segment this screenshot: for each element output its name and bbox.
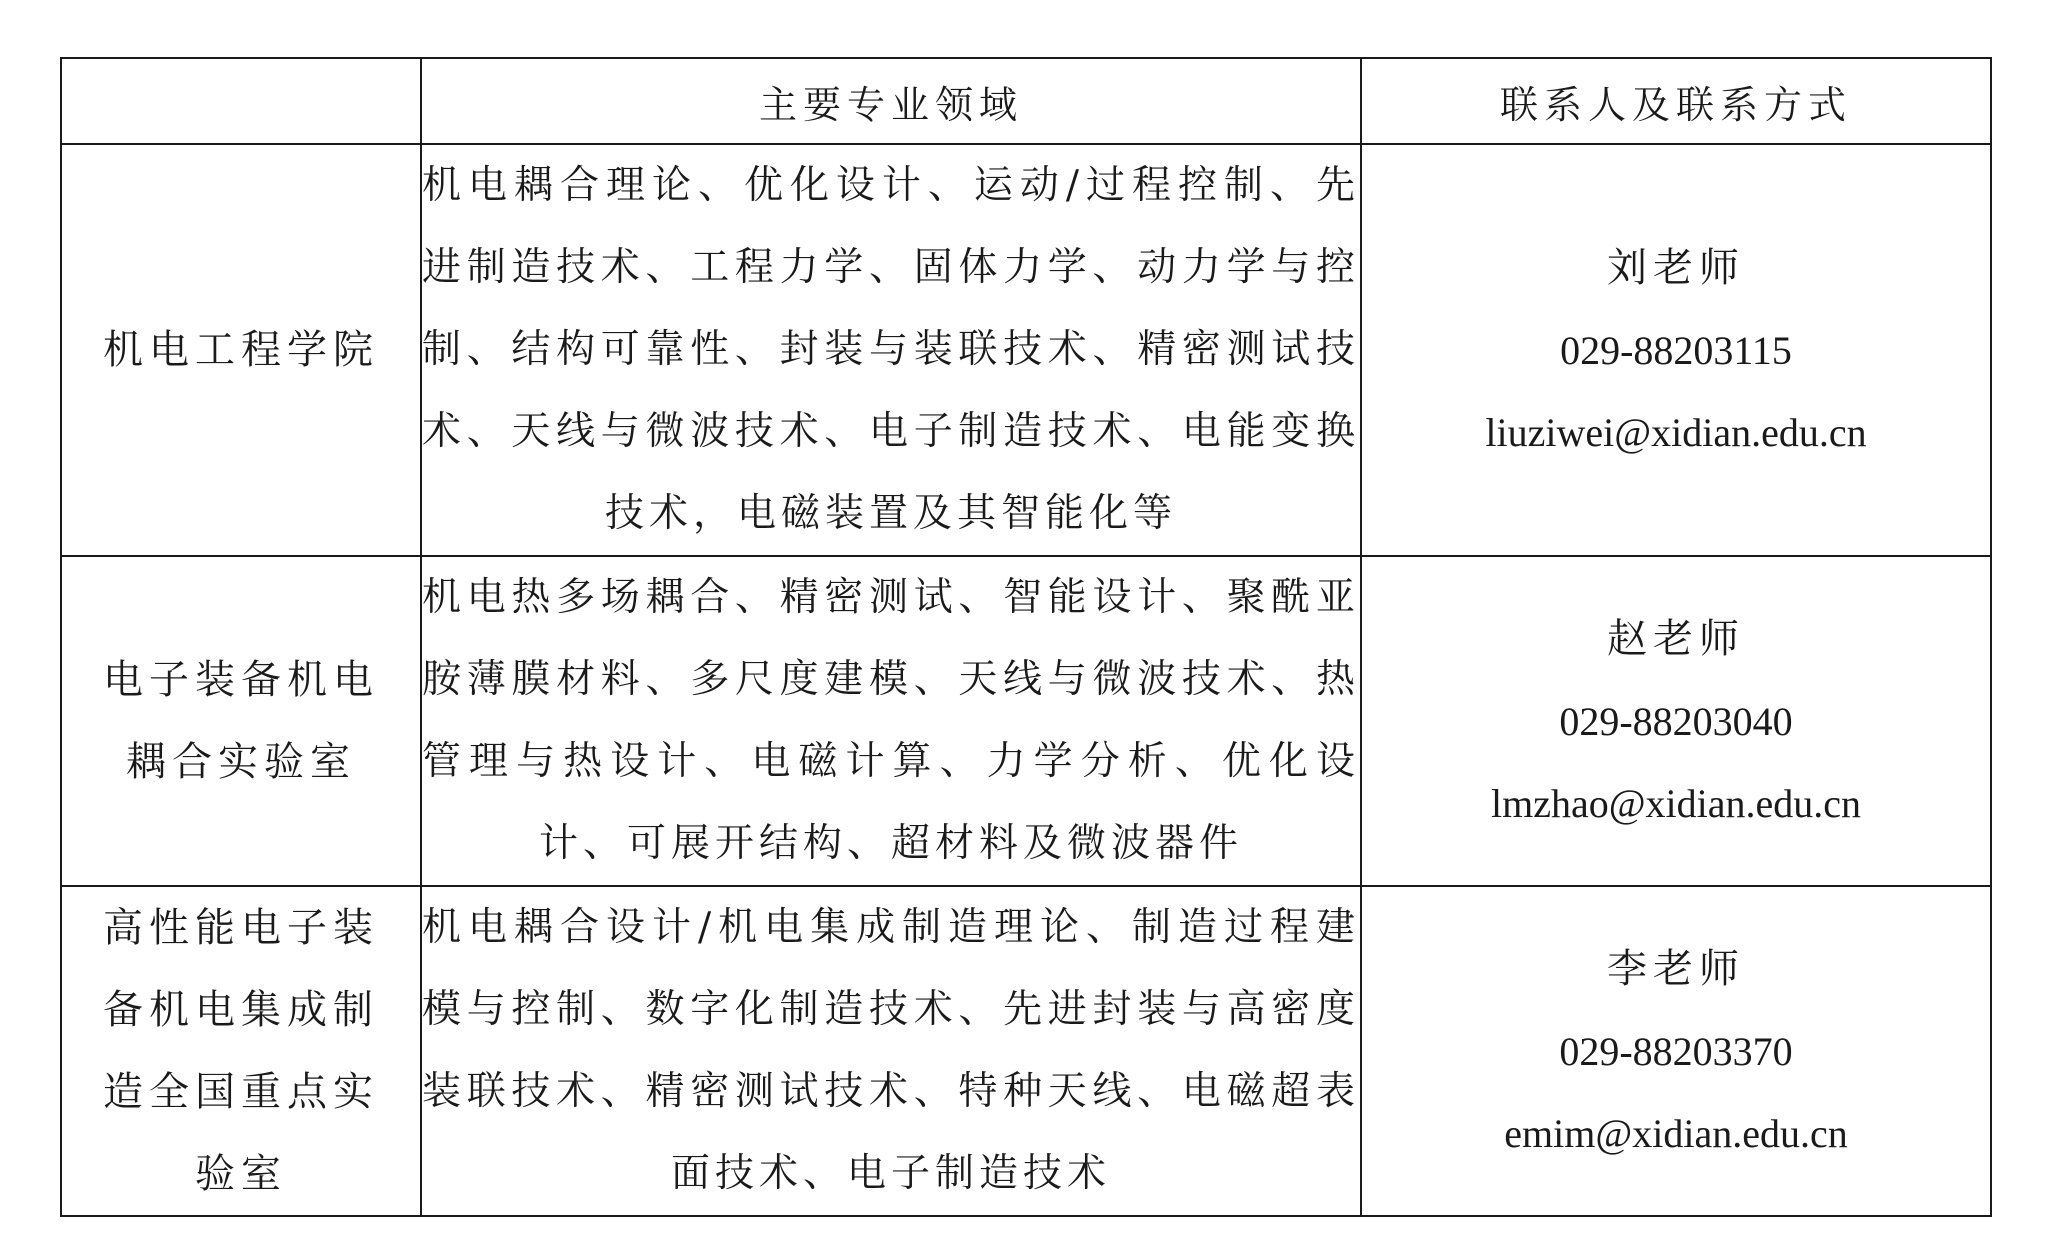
contact-name: 赵老师 [1607,616,1745,662]
contact-email: emim@xidian.edu.cn [1504,1111,1848,1156]
contact-cell [1361,886,1991,1216]
contact-phone: 029-88203115 [1560,328,1792,373]
unit-cell [61,144,421,556]
fields-cell [421,886,1361,1216]
header-cell-fields: 主要专业领域 [421,58,1361,144]
header-cell-unit [61,58,421,144]
fields-text: 机电耦合设计/机电集成制造理论、制造过程建模与控制、数字化制造技术、先进封装与高密度装联技术、精密测试技术、特种天线、电磁超表面技术、电子制造技术 [422,905,1360,1196]
table-row [61,556,1991,886]
header-cell-contact: 联系人及联系方式 [1361,58,1991,144]
unit-cell [61,886,421,1216]
contact-phone: 029-88203370 [1559,1029,1793,1074]
table-header-row [61,58,1991,144]
contact-email: lmzhao@xidian.edu.cn [1490,781,1862,826]
contact-cell [1361,144,1991,556]
fields-cell [421,556,1361,886]
unit-name: 机电工程学院 [103,327,379,373]
contact-table [60,57,1992,1217]
contact-name: 李老师 [1607,946,1745,992]
contact-name: 刘老师 [1607,245,1745,291]
contact-email: liuziwei@xidian.edu.cn [1485,410,1867,455]
fields-text: 机电热多场耦合、精密测试、智能设计、聚酰亚胺薄膜材料、多尺度建模、天线与微波技术、热管理与热设计、电磁计算、力学分析、优化设计、可展开结构、超材料及微波器件 [422,575,1360,866]
unit-name: 电子装备机电耦合实验室 [103,657,379,785]
fields-cell [421,144,1361,556]
contact-cell [1361,556,1991,886]
unit-cell [61,556,421,886]
table-row [61,144,1991,556]
unit-name: 高性能电子装备机电集成制造全国重点实验室 [103,905,379,1197]
fields-text: 机电耦合理论、优化设计、运动/过程控制、先进制造技术、工程力学、固体力学、动力学与控制、结构可靠性、封装与装联技术、精密测试技术、天线与微波技术、电子制造技术、电能变换技术，电磁装置及其智能化等 [422,163,1360,536]
contact-phone: 029-88203040 [1559,699,1793,744]
table-row [61,886,1991,1216]
